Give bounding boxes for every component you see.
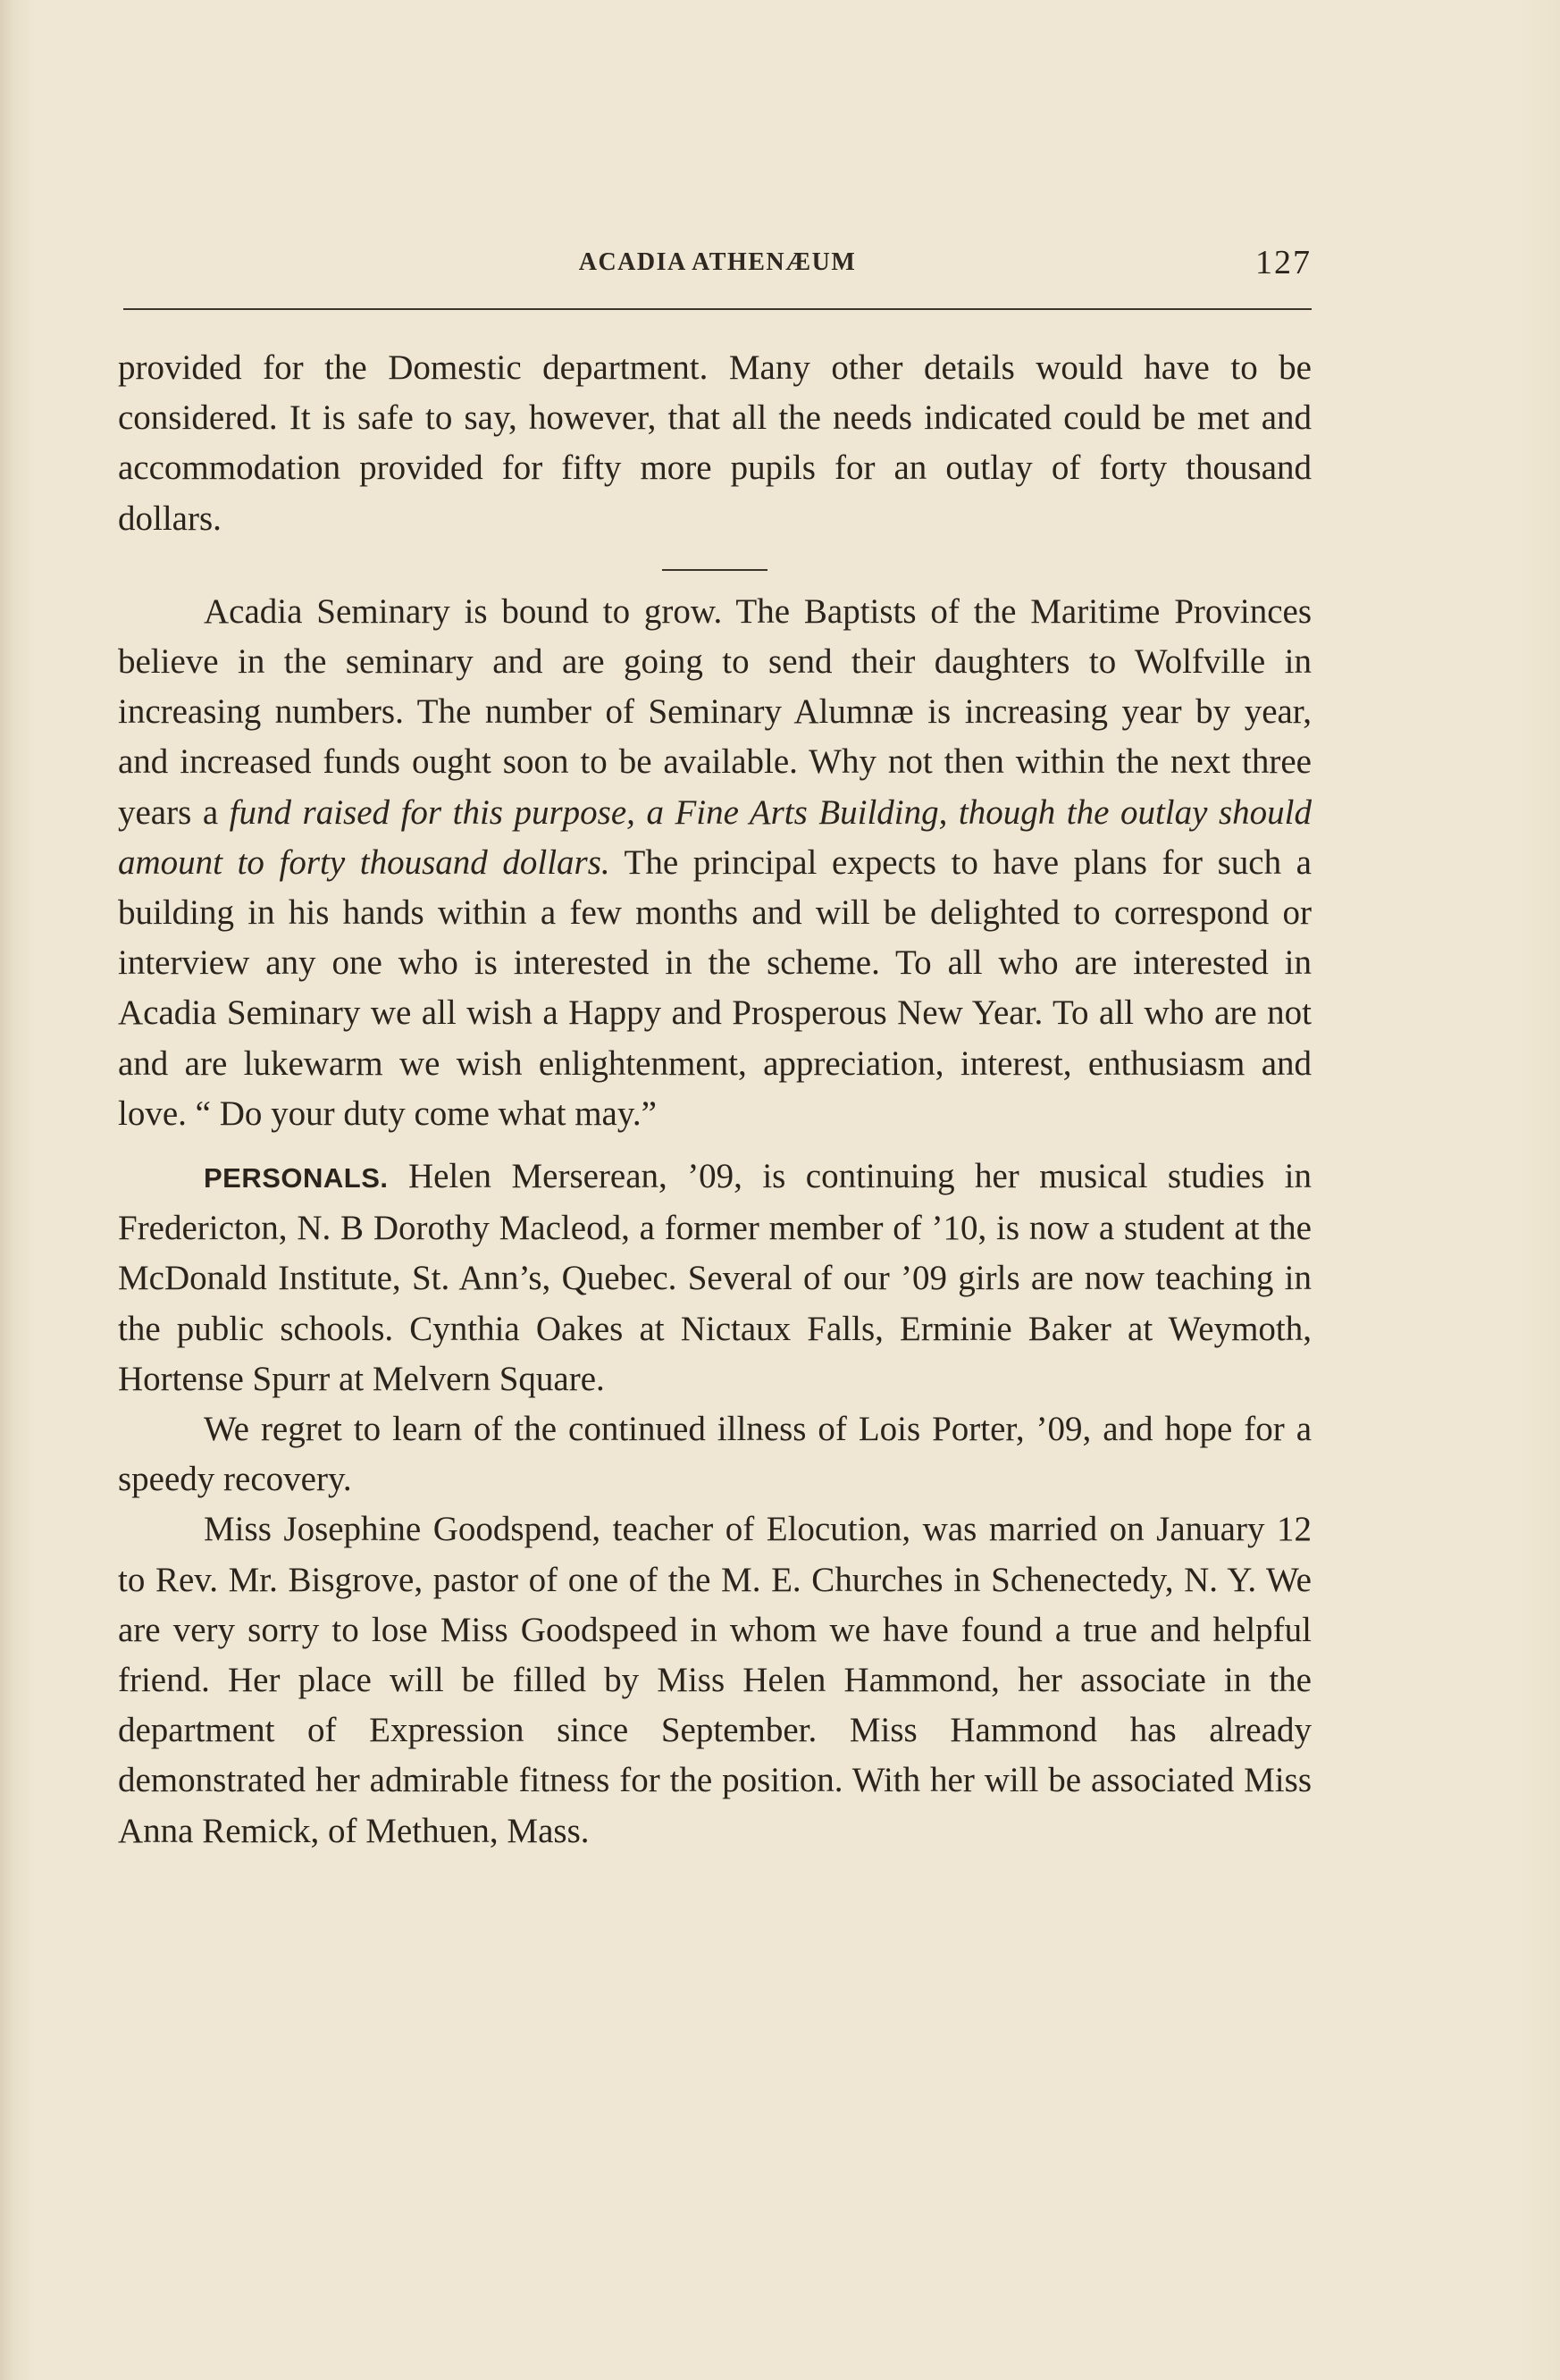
paragraph-personals [118,1152,1312,1404]
section-divider [662,569,767,571]
paragraph-seminary-growth-text: Acadia Seminary is bound to grow. The Baptists of the Maritime Provinces believe in the seminary and are going to send their daughters to Wolfville in increasing numbers. The number of Seminary Alumnæ is increasing year by year, and increased funds ought soon to be available. Why not then within the next three years a [118,591,1312,832]
fine-arts-building-emphasis: fund raised for this purpose, a Fine Arts Building, though the outlay should amount to forty thousand dollars. [118,792,1312,882]
page-number: 127 [1255,244,1312,281]
article-body [118,343,1312,1856]
paragraph-seminary-growth [118,587,1312,1139]
header-rule [123,308,1312,310]
paragraph-domestic-department: provided for the Domestic department. Many other details would have to be considered. It is safe to say, however, that all the needs indicated could be met and accommodation provided for fifty more pupils for an outlay of forty thousand dollars. [118,348,1312,538]
paragraph-seminary-growth-continued: The principal expects to have plans for such a building in his hands within a few months and will be delighted to correspond or interview any one who is interested in the scheme. To all who are interested in Acadia Seminary we all wish a Happy and Prosperous New Year. To all who are not and are lukewarm we wish enlightenment, appreciation, interest, enthusiasm and love. “ Do your duty come what may.” [118,842,1312,1133]
paragraph-gap [118,1139,1312,1152]
running-title: ACADIA ATHENÆUM [578,248,857,276]
paragraph-lois-porter: We regret to learn of the continued illness of Lois Porter, ’09, and hope for a speedy recovery. [118,1410,1312,1499]
paragraph-josephine-goodspend: Miss Josephine Goodspend, teacher of Elocution, was married on January 12 to Rev. Mr. Bisgrove, pastor of one of the M. E. Churches in Schenectedy, N. Y. We are very sorry to lose Miss Goodspeed in whom we have found a true and helpful friend. Her place will be filled by Miss Helen Hammond, her associate in the department of Expression since September. Miss Hammond has already demonstrated her admirable fitness for the position. With her will be associated Miss Anna Remick, of Methuen, Mass. [118,1510,1312,1850]
personals-text: Helen Merserean, ’09, is continuing her musical studies in Fredericton, N. B Dorothy Macleod, a former member of ’10, is now a student at the McDonald Institute, St. Ann’s, Quebec. Several of our ’09 girls are now teaching in the public schools. Cynthia Oakes at Nictaux Falls, Erminie Baker at Weymoth, Hortense Spurr at Melvern Square. [118,1157,1312,1398]
personals-heading: PERSONALS. [204,1162,389,1194]
page-header [123,239,1312,293]
